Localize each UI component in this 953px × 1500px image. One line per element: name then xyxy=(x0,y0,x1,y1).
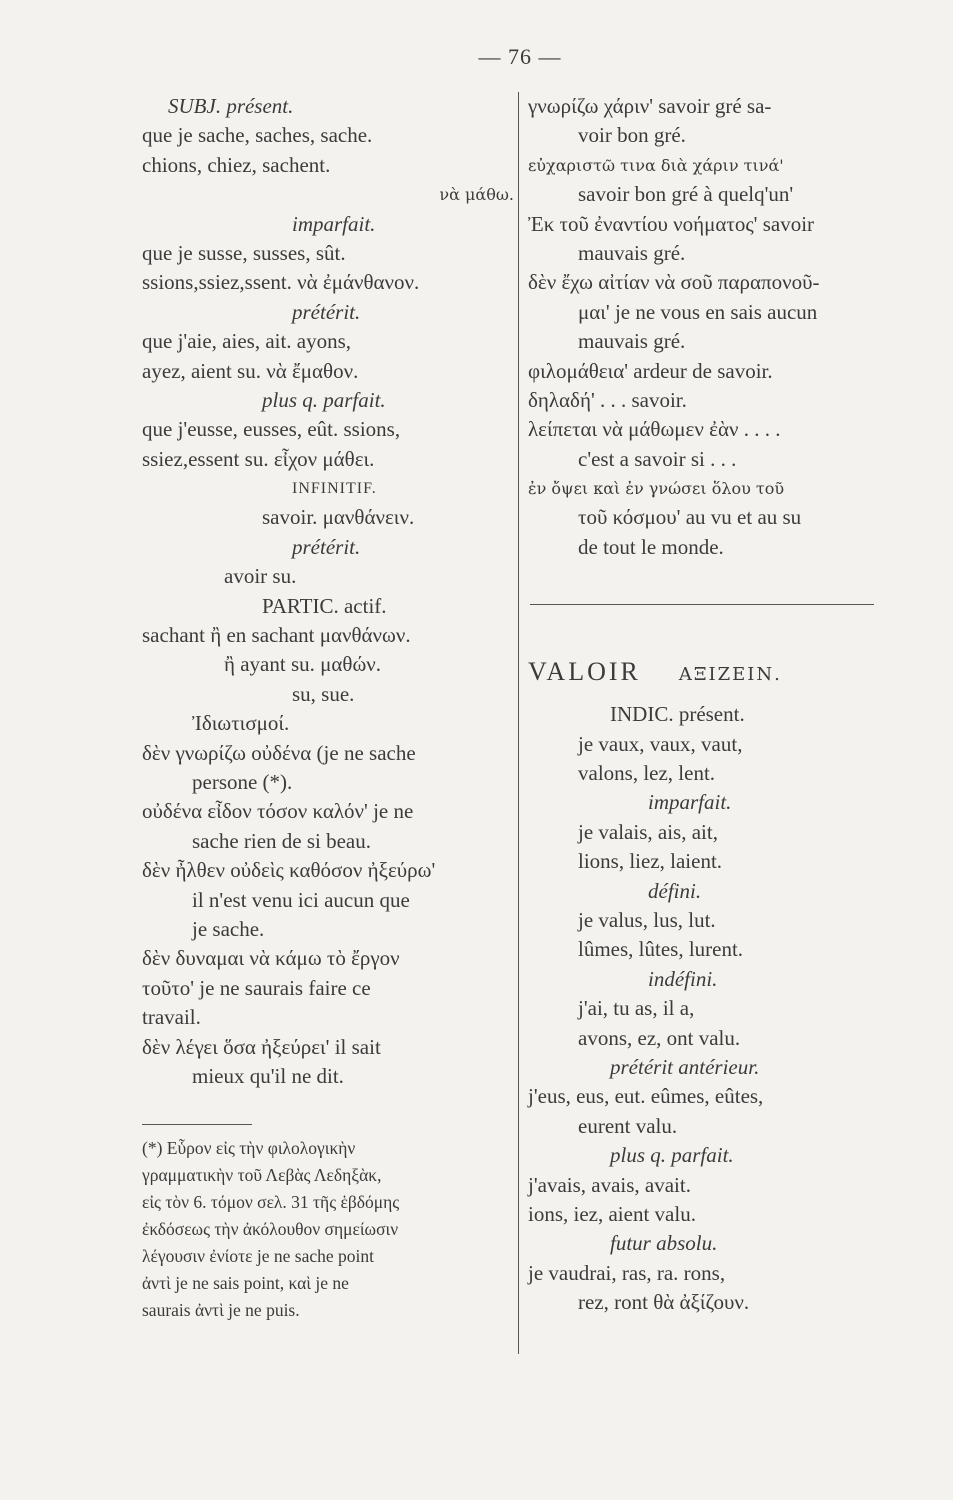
footnote-rule xyxy=(142,1124,252,1125)
text-line: eurent valu. xyxy=(578,1113,678,1138)
text-line: τοῦ κόσμου' au vu et au su xyxy=(578,505,802,530)
text-line: mauvais gré. xyxy=(578,329,686,354)
text-line: φιλομάθεια' ardeur de savoir. xyxy=(528,358,773,383)
text-line: εἰς τὸν 6. τόμον σελ. 31 τῆς ἑβδόμης xyxy=(142,1192,400,1213)
column-divider xyxy=(518,92,519,1354)
right-column xyxy=(528,92,908,1317)
text-line: INDIC. présent. xyxy=(610,702,745,727)
text-line: νὰ μάθω. xyxy=(439,185,514,205)
text-line: je valais, ais, ait, xyxy=(578,819,718,844)
text-line: travail. xyxy=(142,1005,201,1030)
text-line: τοῦτο' je ne saurais faire ce xyxy=(142,975,371,1000)
text-line: prétérit antérieur. xyxy=(610,1054,760,1079)
text-line: οὐδένα εἶδον τόσον καλόν' je ne xyxy=(142,799,414,824)
text-line: imparfait. xyxy=(292,211,376,236)
text-line: j'eus, eus, eut. eûmes, eûtes, xyxy=(528,1084,764,1109)
text-line: μαι' je ne vous en sais aucun xyxy=(578,299,818,324)
text-line: δὲν ἔχω αἰτίαν νὰ σοῦ παραπονοῦ- xyxy=(528,270,820,295)
text-line: indéfini. xyxy=(648,966,718,991)
text-line: valons, lez, lent. xyxy=(578,761,716,786)
footnote xyxy=(142,1135,514,1324)
text-line: εὐχαριστῶ τινα διὰ χάριν τινά' xyxy=(528,155,784,175)
text-line: (*) Εὗρον εἰς τὴν φιλολογικὴν xyxy=(142,1138,356,1159)
text-line: δὲν δυναμαι νὰ κάμω τὸ ἔργον xyxy=(142,946,400,971)
section-heading xyxy=(528,644,908,700)
text-line: que je sache, saches, sache. xyxy=(142,123,373,148)
text-line: c'est a savoir si . . . xyxy=(578,446,737,471)
text-line: lions, liez, laient. xyxy=(578,849,723,874)
footnote-spacer xyxy=(142,1091,514,1135)
text-line: j'avais, avais, avait. xyxy=(528,1172,691,1197)
text-line: su, sue. xyxy=(292,681,355,706)
text-line: j'ai, tu as, il a, xyxy=(578,996,695,1021)
text-line: δὲν ἦλθεν οὐδεὶς καθόσον ἠξεύρω' xyxy=(142,858,436,883)
text-line: lûmes, lûtes, lurent. xyxy=(578,937,744,962)
text-line: avoir su. xyxy=(224,564,297,589)
text-line: je valus, lus, lut. xyxy=(578,907,716,932)
text-line: persone (*). xyxy=(192,769,293,794)
text-line: savoir. μανθάνειν. xyxy=(262,505,415,530)
text-line: λείπεται νὰ μάθωμεν ἐὰν . . . . xyxy=(528,417,781,442)
text-line: rez, ront θὰ ἀξίζουν. xyxy=(578,1290,750,1315)
left-column xyxy=(142,92,514,1324)
text-line: λέγουσιν ἐνίοτε je ne sache point xyxy=(142,1246,374,1267)
text-line: ἐκδόσεως τὴν ἀκόλουθον σημείωσιν xyxy=(142,1219,399,1240)
text-line: sache rien de si beau. xyxy=(192,828,372,853)
text-line: PARTIC. actif. xyxy=(262,593,387,618)
page-number: — 76 — xyxy=(478,44,562,69)
text-line: ayez, aient su. νὰ ἔμαθον. xyxy=(142,358,359,383)
text-line: je vaudrai, ras, ra. rons, xyxy=(528,1260,726,1285)
text-line: prétérit. xyxy=(292,534,361,559)
text-line: que je susse, susses, sût. xyxy=(142,240,346,265)
text-line: γραμματικὴν τοῦ Λεβὰς Λεδηξὰκ, xyxy=(142,1165,382,1186)
text-line: il n'est venu ici aucun que xyxy=(192,887,410,912)
text-line: voir bon gré. xyxy=(578,123,686,148)
text-line: de tout le monde. xyxy=(578,534,724,559)
text-line: je sache. xyxy=(192,916,265,941)
text-line: ssiez,essent su. εἶχον μάθει. xyxy=(142,446,375,471)
text-line: défini. xyxy=(648,878,702,903)
text-line: futur absolu. xyxy=(610,1231,718,1256)
text-line: saurais ἀντὶ je ne puis. xyxy=(142,1300,300,1321)
section-spacer xyxy=(528,562,908,632)
text-line: que j'aie, aies, ait. ayons, xyxy=(142,329,352,354)
text-line: imparfait. xyxy=(648,790,732,815)
text-line: ἐν ὄψει καὶ ἐν γνώσει ὅλου τοῦ xyxy=(528,479,785,499)
left-text-block xyxy=(142,92,514,1091)
text-line: Ἰδιωτισμοί. xyxy=(192,711,290,736)
text-line: δηλαδή' . . . savoir. xyxy=(528,387,687,412)
text-line: γνωρίζω χάριν' savoir gré sa- xyxy=(528,94,772,118)
text-line: δὲν γνωρίζω οὐδένα (je ne sache xyxy=(142,740,416,765)
text-line: INFINITIF. xyxy=(292,480,377,498)
text-line: mieux qu'il ne dit. xyxy=(192,1063,344,1088)
text-line: δὲν λέγει ὅσα ἠξεύρει' il sait xyxy=(142,1034,381,1059)
text-line: mauvais gré. xyxy=(578,240,686,265)
heading-greek: ΑΞΙΖΕΙΝ. xyxy=(678,664,782,686)
text-line: SUBJ. présent. xyxy=(168,94,294,118)
heading-french: VALOIR xyxy=(528,657,641,687)
text-line: ions, iez, aient valu. xyxy=(528,1201,696,1226)
text-line: Ἐκ τοῦ ἐναντίου νοήματος' savoir xyxy=(528,211,815,236)
right-text-block-top xyxy=(528,92,908,562)
text-line: chions, chiez, sachent. xyxy=(142,152,331,177)
text-line: plus q. parfait. xyxy=(610,1143,734,1168)
text-line: prétérit. xyxy=(292,299,361,324)
text-line: avons, ez, ont valu. xyxy=(578,1025,741,1050)
right-text-block-bottom xyxy=(528,700,908,1317)
text-line: ἢ ayant su. μαθών. xyxy=(224,652,382,677)
text-line: savoir bon gré à quelq'un' xyxy=(578,182,794,207)
text-line: sachant ἢ en sachant μανθάνων. xyxy=(142,623,411,648)
text-line: plus q. parfait. xyxy=(262,387,386,412)
text-line: ssions,ssiez,ssent. νὰ ἐμάνθανον. xyxy=(142,270,420,295)
text-line: ἀντὶ je ne sais point, καὶ je ne xyxy=(142,1273,349,1294)
text-line: je vaux, vaux, vaut, xyxy=(578,731,743,756)
text-line: que j'eusse, eusses, eût. ssions, xyxy=(142,417,401,442)
